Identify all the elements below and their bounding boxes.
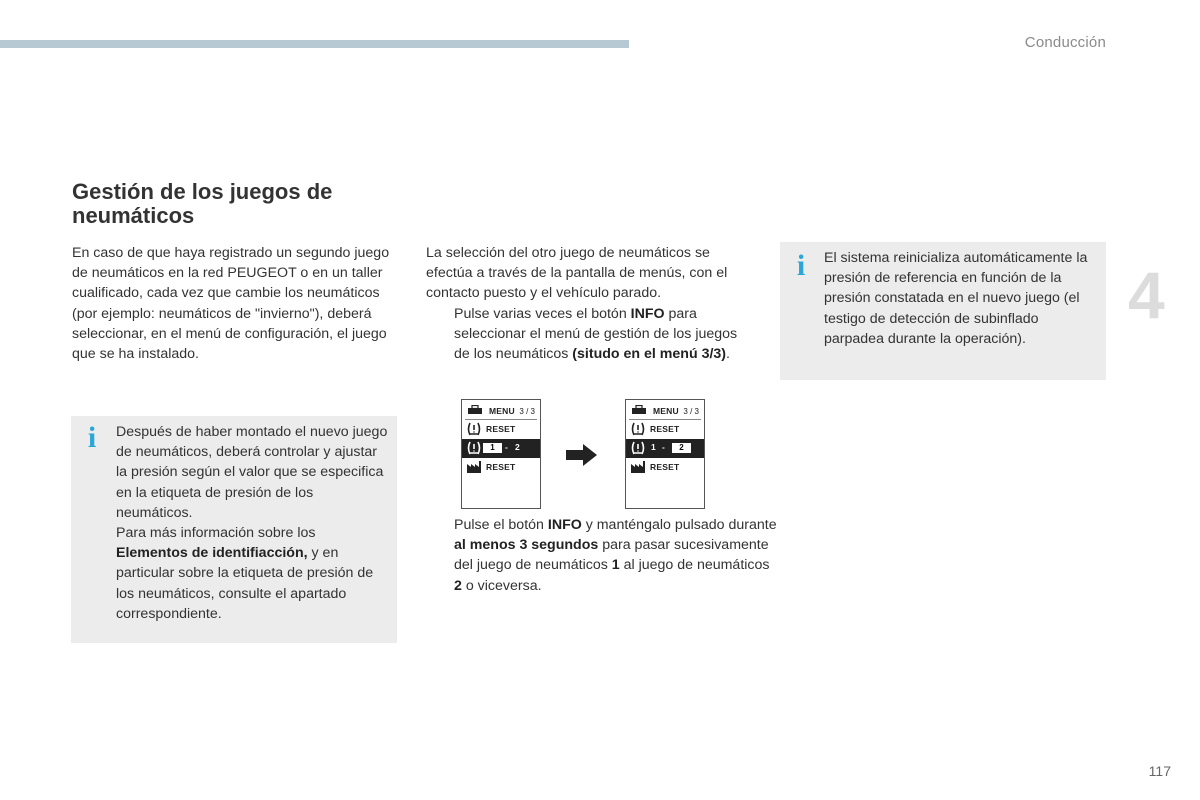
toolbox-icon <box>467 405 483 415</box>
step-1 <box>426 304 756 365</box>
info-icon: i <box>796 249 806 282</box>
step-2-text-e: o viceversa. <box>461 577 542 594</box>
screen-row-label: RESET <box>486 424 516 434</box>
section-title: Gestión de los juegos de neumáticos <box>72 179 333 228</box>
screen-row-reset <box>462 458 540 477</box>
info-note-line1: Después de haber montado el nuevo juego de neumáticos, deberá controlar y ajustar la presión según el valor que se especifica en la etiqueta de presión de los neumáticos. <box>116 424 388 521</box>
step-2-text-d: al juego de neumáticos <box>619 557 770 574</box>
info-icon: i <box>87 421 97 454</box>
page-number: 117 <box>1148 763 1171 779</box>
tire-set-2-option: 2 <box>672 443 691 453</box>
step-2-set-2: 2 <box>454 577 462 594</box>
screen-row-tire-set <box>462 439 540 458</box>
step-2-duration: al menos 3 segundos <box>454 537 599 554</box>
column-two <box>426 243 756 364</box>
screen-row-label: RESET <box>650 424 680 434</box>
screen-header <box>465 403 537 420</box>
chapter-number-tab: 4 <box>1128 258 1165 332</box>
step-2 <box>426 515 780 596</box>
screen-page-indicator: 3 / 3 <box>683 407 699 416</box>
screen-row-tire-set <box>626 439 704 458</box>
step-2-text-c: para pasar sucesivamente del juego de neumáticos <box>454 537 769 574</box>
screen-row-reset <box>626 458 704 477</box>
step-1-info-button: INFO <box>630 305 665 322</box>
factory-icon <box>466 460 482 474</box>
screen-row-reset <box>462 420 540 439</box>
screen-page-indicator: 3 / 3 <box>519 407 535 416</box>
tire-pressure-icon <box>630 441 646 455</box>
screen-row-reset <box>626 420 704 439</box>
menu-screen-after <box>625 399 705 509</box>
info-note-line2-pre: Para más información sobre los <box>116 525 316 542</box>
tire-set-1-option: 1 <box>651 442 656 452</box>
tire-set-1-option: 1 <box>483 443 502 453</box>
step-1-text-c: . <box>726 346 730 363</box>
step-2-text-b: y manténgalo pulsado durante <box>581 517 777 533</box>
right-arrow-icon <box>565 443 599 467</box>
screen-header <box>629 403 701 420</box>
tire-set-separator: - <box>662 442 666 452</box>
step-2-text-a: Pulse el botón <box>454 517 548 533</box>
tire-pressure-icon <box>466 441 482 455</box>
chapter-title: Conducción <box>1024 34 1106 51</box>
screen-menu-label: MENU <box>489 406 515 416</box>
menu-screen-before <box>461 399 541 509</box>
factory-icon <box>630 460 646 474</box>
screen-menu-label: MENU <box>653 406 679 416</box>
selection-paragraph: La selección del otro juego de neumáticos se efectúa a través de la pantalla de menús, con el contacto puesto y el vehículo parado. <box>426 245 728 302</box>
tire-set-2-option: 2 <box>515 442 520 452</box>
step-1-text-b: para seleccionar el menú de gestión de los juegos de los neumáticos <box>454 305 738 363</box>
info-note-text <box>116 422 391 624</box>
step-2-set-1: 1 <box>611 557 620 574</box>
tire-pressure-icon <box>630 422 646 436</box>
info-note-reinitialization <box>780 242 1106 380</box>
info-note-tire-pressure <box>71 416 397 643</box>
tire-set-separator: - <box>505 442 509 452</box>
screen-row-label: RESET <box>650 462 680 472</box>
step-1-menu-ref: (situdo en el menú 3/3) <box>572 346 727 363</box>
step-1-text-a: Pulse varias veces el botón <box>454 305 631 322</box>
tire-pressure-icon <box>466 422 482 436</box>
intro-paragraph: En caso de que haya registrado un segundo juego de neumáticos en la red PEUGEOT o en un taller cualificado, cada vez que cambie los neumáticos (por ejemplo: neumáticos de "invierno"), deberá seleccionar, en el menú de configuración, el juego que se ha instalado. <box>72 245 390 363</box>
info-note-identification-link: Elementos de identifiacción, <box>116 545 308 562</box>
step-2-info-button: INFO <box>547 517 582 533</box>
header-rule <box>0 40 629 48</box>
screen-row-label: RESET <box>486 462 516 472</box>
info-note-text: El sistema reinicializa automáticamente la presión de referencia en función de la presión constatada en el nuevo juego (el testigo de detección de subinflado parpadea durante la operación). <box>824 250 1088 347</box>
toolbox-icon <box>631 405 647 415</box>
info-note-line2-post: y en particular sobre la etiqueta de presión de los neumáticos, consulte el apartado correspondiente. <box>116 545 374 622</box>
